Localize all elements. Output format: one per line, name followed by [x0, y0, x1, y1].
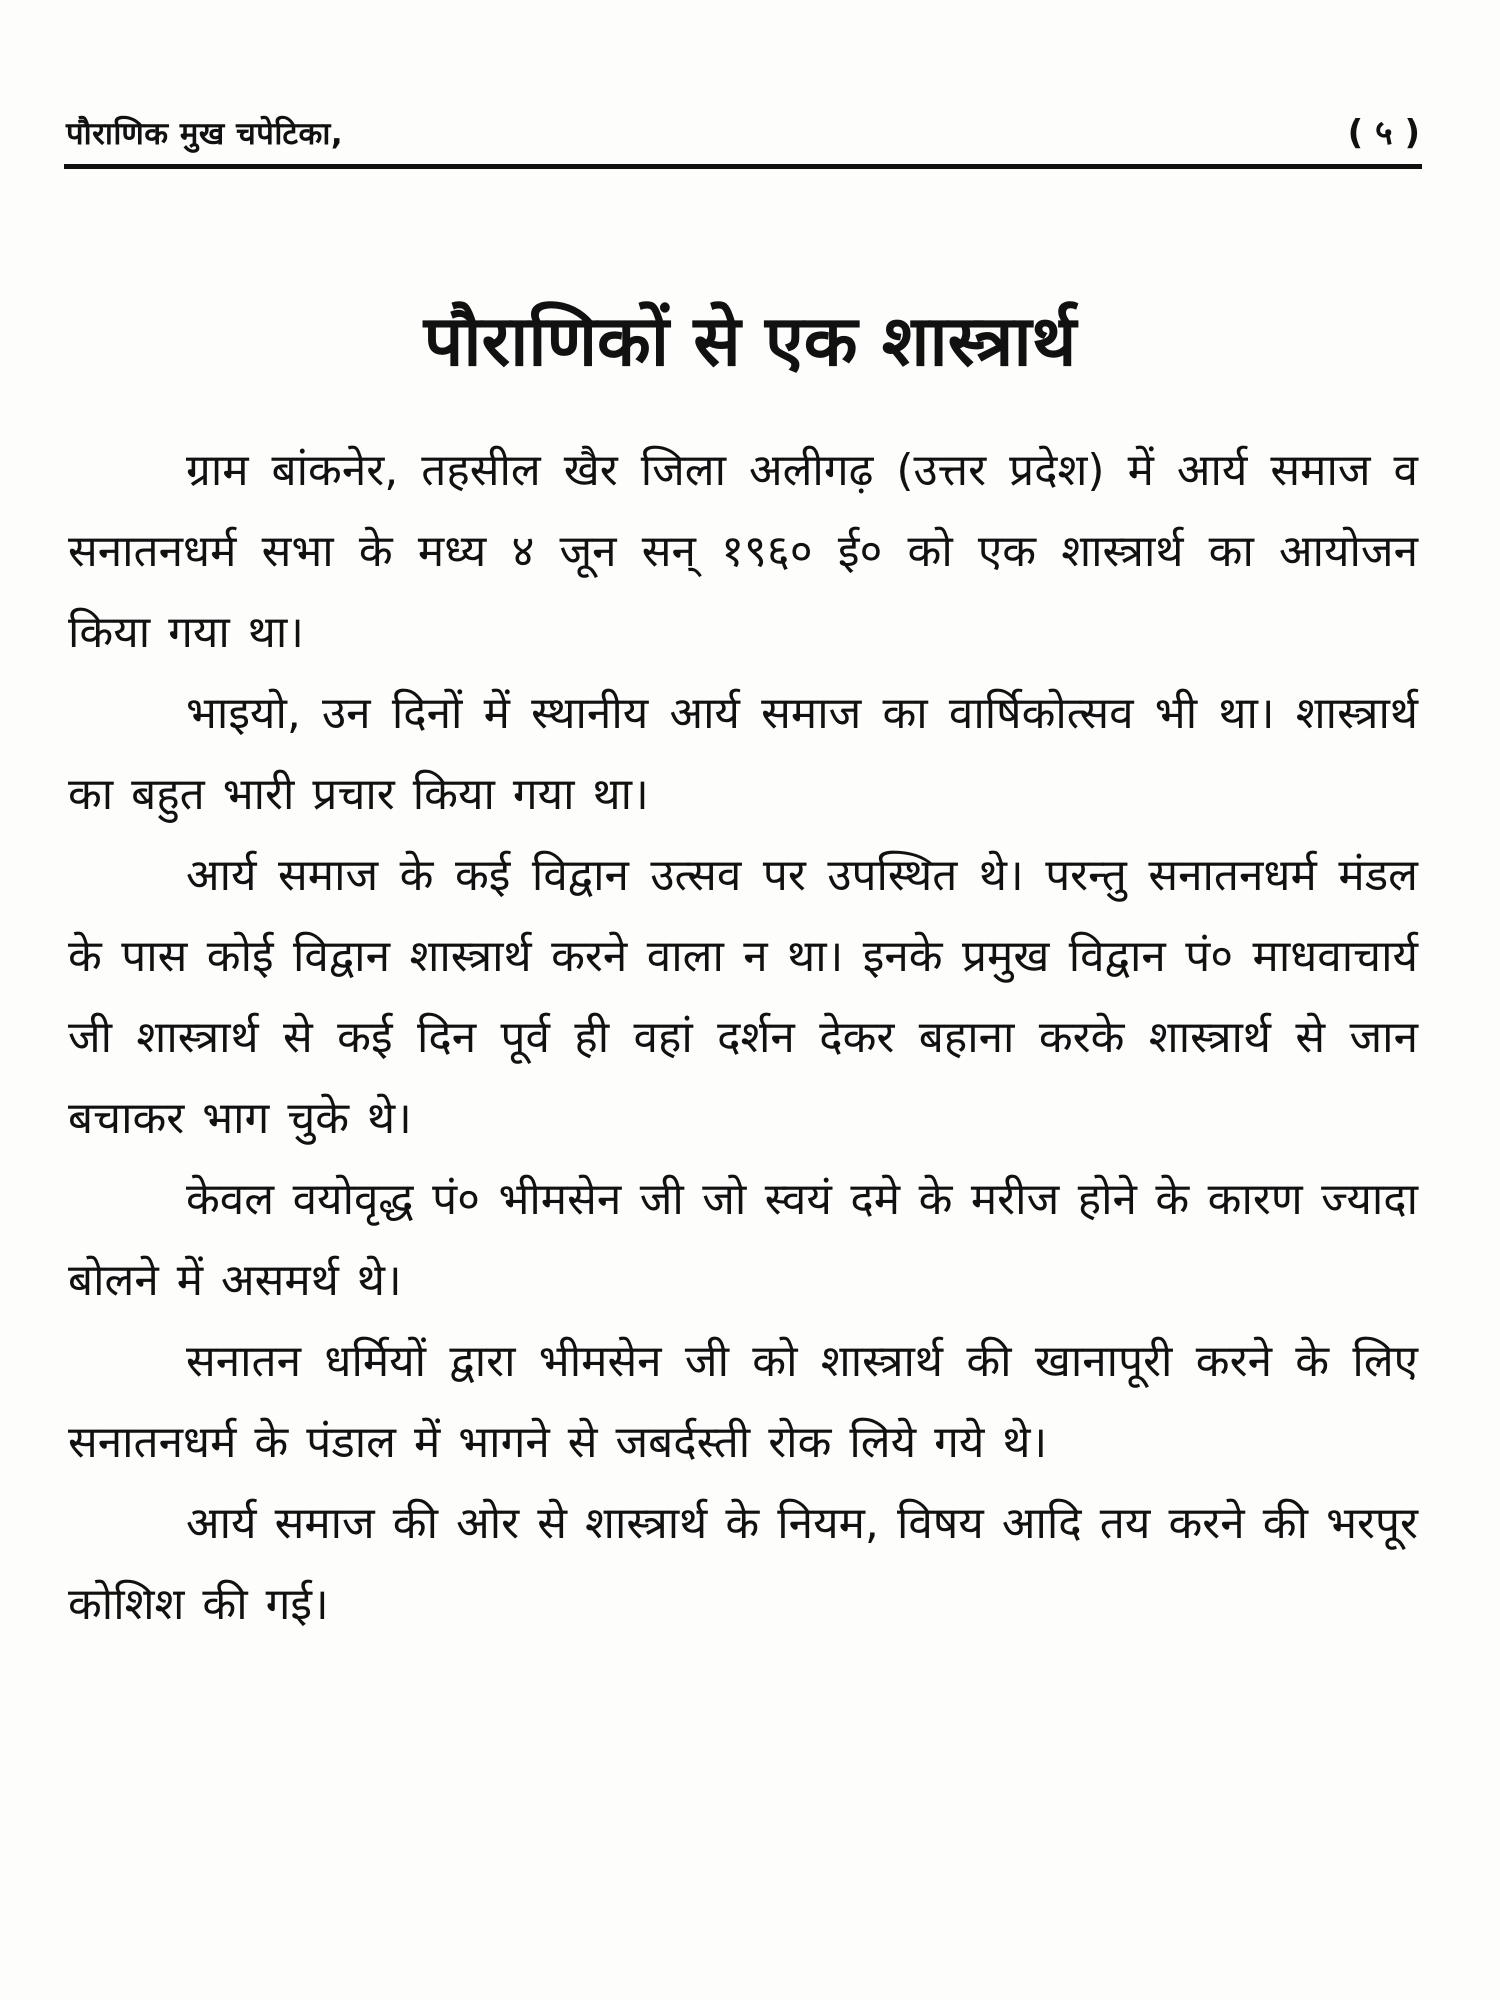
paragraph-3: आर्य समाज के कई विद्वान उत्सव पर उपस्थित थे। परन्तु सनातनधर्म मंडल के पास कोई विद्वान शास्त्रार्थ करने वाला न था। इनके प्रमुख विद्वान पं० माधवाचार्य जी शास्त्रार्थ से कई दिन पूर्व ही वहां दर्शन देकर बहाना करके शास्त्रार्थ से जान बचाकर भाग चुके थे।	[68, 850, 1418, 1144]
paragraph-6: आर्य समाज की ओर से शास्त्रार्थ के नियम, विषय आदि तय करने की भरपूर कोशिश की गई।	[68, 1498, 1418, 1630]
paragraph-5: सनातन धर्मियों द्वारा भीमसेन जी को शास्त्रार्थ की खानापूरी करने के लिए सनातनधर्म के पंडाल में भागने से जबर्दस्ती रोक लिये गये थे।	[68, 1336, 1418, 1468]
running-header-title: पौराणिक मुख चपेटिका,	[66, 116, 344, 152]
chapter-title: पौराणिकों से एक शास्त्रार्थ	[423, 300, 1077, 382]
paragraph-4: केवल वयोवृद्ध पं० भीमसेन जी जो स्वयं दमे के मरीज होने के कारण ज्यादा बोलने में असमर्थ थे।	[68, 1174, 1418, 1306]
header-rule	[64, 164, 1422, 169]
body-text	[68, 430, 1418, 1645]
running-header	[66, 106, 1420, 166]
paragraph-1: ग्राम बांकनेर, तहसील खैर जिला अलीगढ़ (उत्तर प्रदेश) में आर्य समाज व सनातनधर्म सभा के मध्य ४ जून सन् १९६० ई० को एक शास्त्रार्थ का आयोजन किया गया था।	[68, 445, 1418, 658]
page-number: ( ५ )	[1347, 113, 1420, 153]
paragraph-2: भाइयो, उन दिनों में स्थानीय आर्य समाज का वार्षिकोत्सव भी था। शास्त्रार्थ का बहुत भारी प्रचार किया गया था।	[68, 688, 1418, 820]
